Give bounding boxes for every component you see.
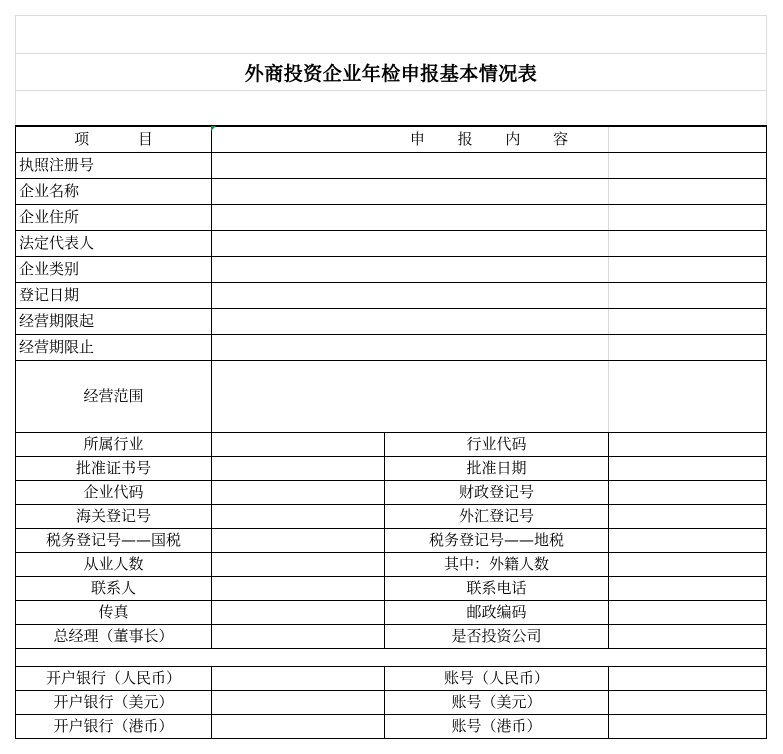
pair-right-label[interactable]: 联系电话 [466,579,527,597]
pair-right-label[interactable]: 行业代码 [466,435,527,453]
header-content-cell[interactable]: 申 报 内 容 [409,130,583,148]
label-cell[interactable]: 登记日期 [19,286,80,304]
table-border [211,666,212,739]
gridline [15,15,767,16]
pair-left-label[interactable]: 企业代码 [83,483,144,501]
pair-right-label[interactable]: 是否投资公司 [451,627,542,645]
table-border [608,666,609,739]
pair-left-label[interactable]: 总经理（董事长） [53,627,174,645]
pair-left-label[interactable]: 所属行业 [83,435,144,453]
pair-right-label[interactable]: 财政登记号 [458,483,534,501]
pair-right-label[interactable]: 批准日期 [466,459,527,477]
label-cell[interactable]: 企业住所 [19,208,80,226]
pair-right-label[interactable]: 其中：外籍人数 [443,555,549,573]
header-item-cell[interactable]: 项 目 [74,130,175,148]
account-label[interactable]: 账号（港币） [451,717,542,735]
label-cell[interactable]: 企业类别 [19,260,80,278]
label-cell[interactable]: 经营期限起 [19,312,95,330]
label-cell[interactable]: 企业名称 [19,182,80,200]
table-border [211,125,212,648]
bank-label[interactable]: 开户银行（人民币） [45,669,181,687]
scope-label-cell[interactable]: 经营范围 [83,387,144,405]
pair-left-label[interactable]: 税务登记号——国税 [45,531,181,549]
pair-left-label[interactable]: 海关登记号 [75,507,151,525]
account-label[interactable]: 账号（人民币） [443,669,549,687]
pair-right-label[interactable]: 外汇登记号 [458,507,534,525]
label-cell[interactable]: 执照注册号 [19,156,95,174]
label-cell[interactable]: 法定代表人 [19,234,95,252]
gridline [608,127,609,432]
pair-right-label[interactable]: 税务登记号——地税 [428,531,564,549]
table-border [15,648,767,649]
gridline [15,90,767,91]
pair-left-label[interactable]: 联系人 [90,579,136,597]
table-border [608,432,609,648]
bank-label[interactable]: 开户银行（美元） [53,693,174,711]
pair-left-label[interactable]: 批准证书号 [75,459,151,477]
bank-label[interactable]: 开户银行（港币） [53,717,174,735]
label-cell[interactable]: 经营期限止 [19,338,95,356]
pair-left-label[interactable]: 传真 [98,603,129,621]
account-label[interactable]: 账号（美元） [451,693,542,711]
pair-left-label[interactable]: 从业人数 [83,555,144,573]
pair-right-label[interactable]: 邮政编码 [466,603,527,621]
table-border [766,125,767,739]
form-title: 外商投资企业年检申报基本情况表 [244,62,538,85]
table-border [15,738,767,739]
